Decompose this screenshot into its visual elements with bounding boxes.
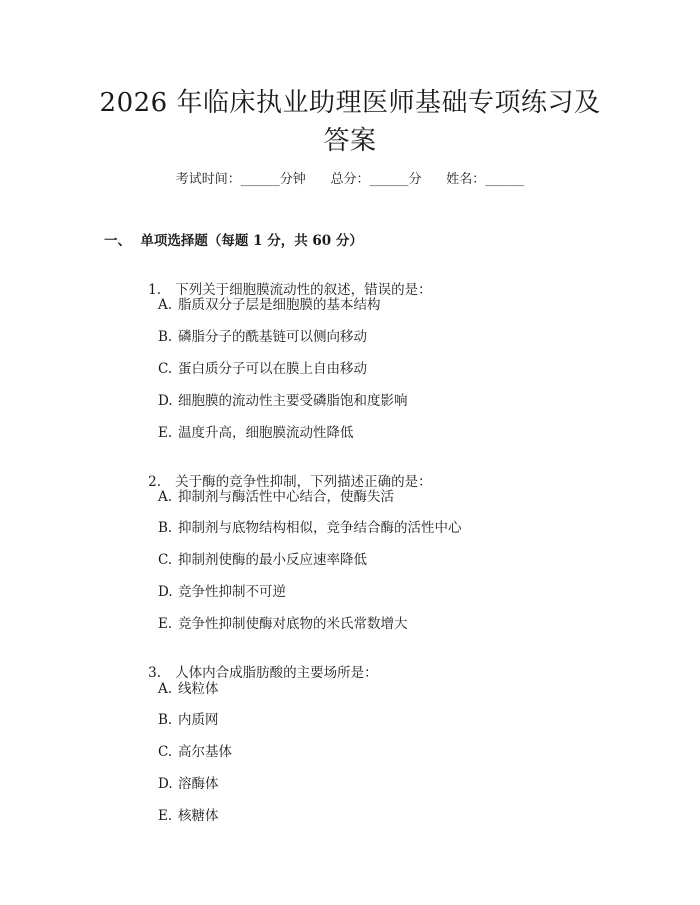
option-text: 抑制剂与酶活性中心结合，使酶失活 [178,489,394,505]
option-1d [158,389,408,409]
option-text: 抑制剂与底物结构相似，竞争结合酶的活性中心 [178,520,462,536]
option-letter: A. [158,681,173,697]
option-text: 竞争性抑制不可逆 [178,584,286,600]
question-number: 3. [148,665,162,681]
option-text: 磷脂分子的酰基链可以侧向移动 [178,329,367,345]
option-letter: E. [158,616,173,632]
option-letter: C. [158,744,173,760]
option-letter: A. [158,489,173,505]
option-3a [158,677,219,697]
option-letter: B. [158,520,173,536]
option-2e [158,612,408,632]
question-number: 1. [148,282,162,298]
option-letter: C. [158,552,173,568]
option-text: 温度升高，细胞膜流动性降低 [178,425,354,441]
option-2b [158,516,462,536]
option-text: 细胞膜的流动性主要受磷脂饱和度影响 [178,393,408,409]
question-text: 人体内合成脂肪酸的主要场所是： [175,665,378,681]
exam-info-line: 考试时间：______分钟 总分：______分 姓名：______ [175,172,525,187]
option-text: 核糖体 [178,808,219,824]
question-text: 关于酶的竞争性抑制，下列描述正确的是： [175,474,432,490]
option-text: 线粒体 [178,681,219,697]
option-letter: C. [158,361,173,377]
section-heading: 一、 单项选择题（每题 1 分，共 60 分） [104,233,363,249]
option-letter: D. [158,584,173,600]
option-2d [158,580,286,600]
option-1e [158,421,354,441]
option-letter: B. [158,329,173,345]
option-1a [158,293,381,313]
option-text: 蛋白质分子可以在膜上自由移动 [178,361,367,377]
option-text: 抑制剂使酶的最小反应速率降低 [178,552,367,568]
option-3b [158,708,219,728]
option-2a [158,485,394,505]
option-3e [158,804,219,824]
option-letter: A. [158,297,173,313]
option-letter: D. [158,393,173,409]
option-letter: E. [158,808,173,824]
option-text: 溶酶体 [178,776,219,792]
question-text: 下列关于细胞膜流动性的叙述，错误的是： [175,282,432,298]
option-letter: D. [158,776,173,792]
page-title: 2026 年临床执业助理医师基础专项练习及答案 [99,88,601,156]
option-1c [158,357,367,377]
option-3c [158,740,232,760]
option-text: 高尔基体 [178,744,232,760]
option-letter: E. [158,425,173,441]
option-text: 内质网 [178,712,219,728]
question-number: 2. [148,474,162,490]
option-letter: B. [158,712,173,728]
option-text: 竞争性抑制使酶对底物的米氏常数增大 [178,616,408,632]
option-3d [158,772,219,792]
option-text: 脂质双分子层是细胞膜的基本结构 [178,297,381,313]
option-2c [158,548,367,568]
option-1b [158,325,367,345]
